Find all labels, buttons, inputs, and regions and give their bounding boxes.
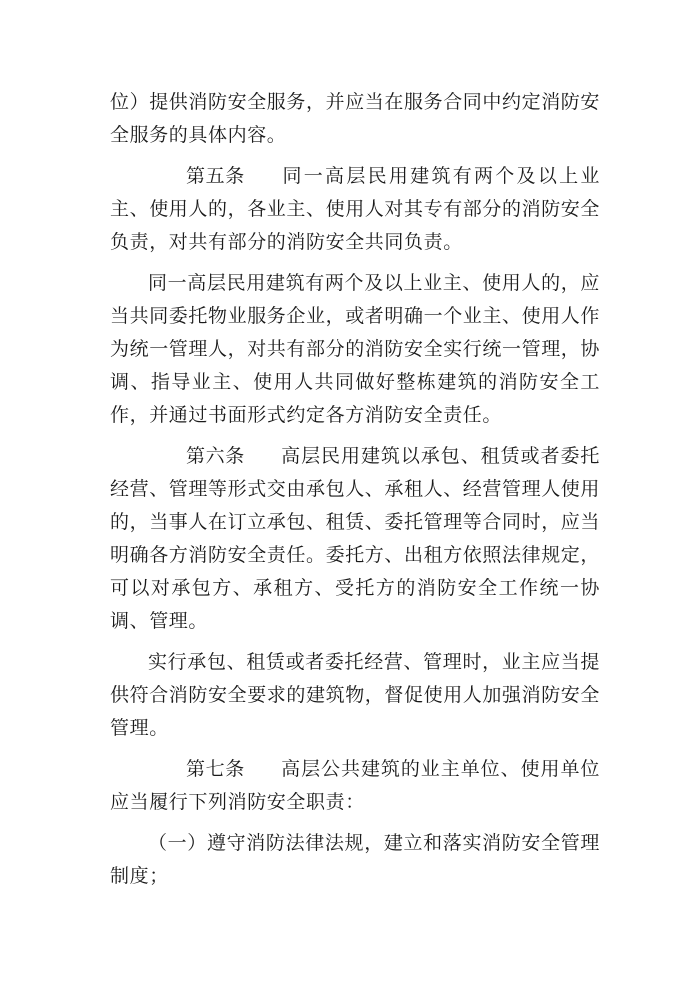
paragraph-continuation <box>110 86 600 152</box>
article-7-item-1 <box>110 827 600 893</box>
article-7-label: 第七条 <box>186 758 245 780</box>
paragraph-text: 同一高层民用建筑有两个及以上业主、使用人的，应当共同委托物业服务企业，或者明确一个业主、使用人作为统一管理人，对共有部分的消防安全实行统一管理，协调、指导业主、使用人共同做好整栋建筑的消防安全工作，并通过书面形式约定各方消防安全责任。 <box>110 272 601 426</box>
article-6-text: 高层民用建筑以承包、租赁或者委托经营、管理等形式交由承包人、承租人、经营管理人使用的，当事人在订立承包、租赁、委托管理等合同时，应当明确各方消防安全责任。委托方、出租方依照法律规定，可以对承包方、承租方、受托方的消防安全工作统一协调、管理。 <box>110 445 601 632</box>
article-5-label: 第五条 <box>186 165 245 187</box>
article-6-paragraph <box>110 440 600 638</box>
article-7-text: 高层公共建筑的业主单位、使用单位应当履行下列消防安全职责： <box>110 758 600 813</box>
article-6-label: 第六条 <box>186 445 245 467</box>
article-7-paragraph <box>110 753 600 819</box>
article-5-clause-2 <box>110 267 600 432</box>
paragraph-text: （一）遵守消防法律法规，建立和落实消防安全管理制度； <box>110 832 600 887</box>
paragraph-text: 位）提供消防安全服务，并应当在服务合同中约定消防安全服务的具体内容。 <box>110 91 601 146</box>
article-6-clause-2 <box>110 646 600 745</box>
article-5-text: 同一高层民用建筑有两个及以上业主、使用人的，各业主、使用人对其专有部分的消防安全负责，对共有部分的消防安全共同负责。 <box>110 165 601 253</box>
document-body <box>110 86 600 901</box>
paragraph-text: 实行承包、租赁或者委托经营、管理时，业主应当提供符合消防安全要求的建筑物，督促使用人加强消防安全管理。 <box>110 651 601 739</box>
article-5-paragraph <box>110 160 600 259</box>
